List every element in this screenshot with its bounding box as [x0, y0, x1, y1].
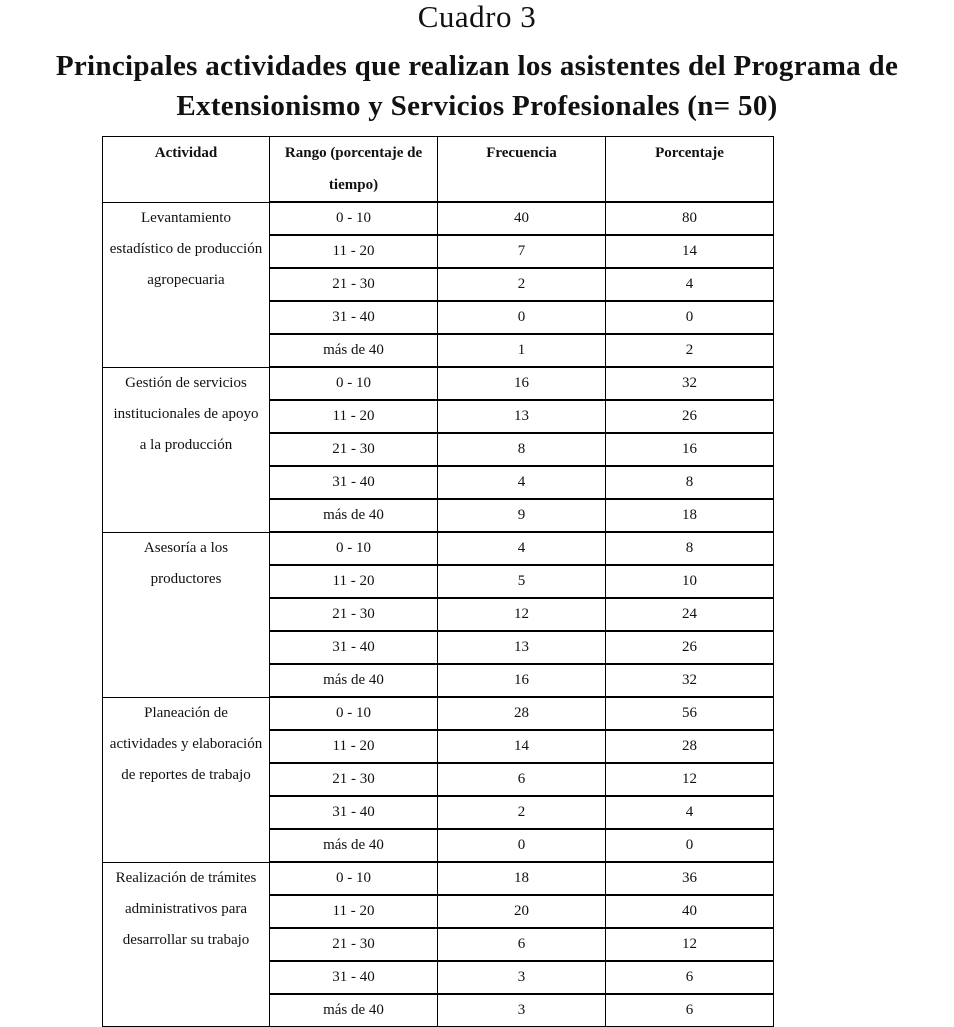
porcentaje-cell: 32 [606, 664, 774, 697]
frecuencia-cell: 1 [438, 334, 606, 367]
frecuencia-cell: 40 [438, 202, 606, 235]
rango-cell: 11 - 20 [270, 400, 438, 433]
header-porcentaje: Porcentaje [606, 137, 774, 203]
table-title [0, 46, 954, 126]
rango-cell: 0 - 10 [270, 367, 438, 400]
header-actividad: Actividad [103, 137, 270, 203]
activity-cell: Levantamiento estadístico de producción agropecuaria [103, 202, 270, 367]
porcentaje-cell: 56 [606, 697, 774, 730]
frecuencia-cell: 9 [438, 499, 606, 532]
rango-cell: 31 - 40 [270, 631, 438, 664]
rango-cell: 0 - 10 [270, 532, 438, 565]
activity-cell: Gestión de servicios institucionales de apoyo a la producción [103, 367, 270, 532]
frecuencia-cell: 20 [438, 895, 606, 928]
porcentaje-cell: 32 [606, 367, 774, 400]
frecuencia-cell: 13 [438, 400, 606, 433]
porcentaje-cell: 4 [606, 268, 774, 301]
porcentaje-cell: 12 [606, 928, 774, 961]
porcentaje-cell: 6 [606, 961, 774, 994]
rango-cell: más de 40 [270, 499, 438, 532]
porcentaje-cell: 14 [606, 235, 774, 268]
rango-cell: 11 - 20 [270, 235, 438, 268]
rango-cell: 31 - 40 [270, 796, 438, 829]
table-row [103, 202, 774, 235]
frecuencia-cell: 6 [438, 763, 606, 796]
activities-table [102, 136, 774, 1027]
rango-cell: 11 - 20 [270, 730, 438, 763]
rango-cell: más de 40 [270, 334, 438, 367]
activity-cell: Planeación de actividades y elaboración de reportes de trabajo [103, 697, 270, 862]
table-row [103, 862, 774, 895]
title-line-1: Principales actividades que realizan los asistentes del Programa de [55, 50, 899, 82]
activity-cell: Asesoría a los productores [103, 532, 270, 697]
frecuencia-cell: 28 [438, 697, 606, 730]
frecuencia-cell: 6 [438, 928, 606, 961]
porcentaje-cell: 28 [606, 730, 774, 763]
rango-cell: 21 - 30 [270, 433, 438, 466]
porcentaje-cell: 0 [606, 301, 774, 334]
rango-cell: 21 - 30 [270, 928, 438, 961]
rango-cell: 31 - 40 [270, 961, 438, 994]
frecuencia-cell: 16 [438, 367, 606, 400]
rango-cell: 0 - 10 [270, 202, 438, 235]
frecuencia-cell: 13 [438, 631, 606, 664]
frecuencia-cell: 8 [438, 433, 606, 466]
porcentaje-cell: 36 [606, 862, 774, 895]
frecuencia-cell: 0 [438, 829, 606, 862]
frecuencia-cell: 2 [438, 796, 606, 829]
porcentaje-cell: 8 [606, 466, 774, 499]
header-row [103, 137, 774, 203]
porcentaje-cell: 8 [606, 532, 774, 565]
porcentaje-cell: 16 [606, 433, 774, 466]
frecuencia-cell: 12 [438, 598, 606, 631]
rango-cell: 0 - 10 [270, 697, 438, 730]
frecuencia-cell: 4 [438, 466, 606, 499]
table-row [103, 532, 774, 565]
frecuencia-cell: 0 [438, 301, 606, 334]
porcentaje-cell: 12 [606, 763, 774, 796]
rango-cell: 31 - 40 [270, 466, 438, 499]
frecuencia-cell: 7 [438, 235, 606, 268]
rango-cell: 11 - 20 [270, 895, 438, 928]
frecuencia-cell: 3 [438, 961, 606, 994]
rango-cell: 11 - 20 [270, 565, 438, 598]
porcentaje-cell: 6 [606, 994, 774, 1027]
porcentaje-cell: 4 [606, 796, 774, 829]
porcentaje-cell: 0 [606, 829, 774, 862]
table-caption: Cuadro 3 [417, 0, 537, 34]
frecuencia-cell: 16 [438, 664, 606, 697]
frecuencia-cell: 3 [438, 994, 606, 1027]
table-row [103, 697, 774, 730]
frecuencia-cell: 14 [438, 730, 606, 763]
rango-cell: 21 - 30 [270, 268, 438, 301]
rango-cell: 21 - 30 [270, 763, 438, 796]
porcentaje-cell: 26 [606, 631, 774, 664]
title-line-2: Extensionismo y Servicios Profesionales (n= 50) [176, 90, 778, 122]
rango-cell: 21 - 30 [270, 598, 438, 631]
activity-cell: Realización de trámites administrativos para desarrollar su trabajo [103, 862, 270, 1027]
porcentaje-cell: 40 [606, 895, 774, 928]
rango-cell: más de 40 [270, 994, 438, 1027]
frecuencia-cell: 4 [438, 532, 606, 565]
porcentaje-cell: 18 [606, 499, 774, 532]
table-body [103, 202, 774, 1027]
frecuencia-cell: 2 [438, 268, 606, 301]
porcentaje-cell: 10 [606, 565, 774, 598]
rango-cell: 0 - 10 [270, 862, 438, 895]
rango-cell: más de 40 [270, 664, 438, 697]
frecuencia-cell: 18 [438, 862, 606, 895]
header-rango: Rango (porcentaje de tiempo) [270, 137, 438, 203]
rango-cell: 31 - 40 [270, 301, 438, 334]
porcentaje-cell: 24 [606, 598, 774, 631]
table-row [103, 367, 774, 400]
header-frecuencia: Frecuencia [438, 137, 606, 203]
frecuencia-cell: 5 [438, 565, 606, 598]
porcentaje-cell: 26 [606, 400, 774, 433]
porcentaje-cell: 80 [606, 202, 774, 235]
porcentaje-cell: 2 [606, 334, 774, 367]
rango-cell: más de 40 [270, 829, 438, 862]
